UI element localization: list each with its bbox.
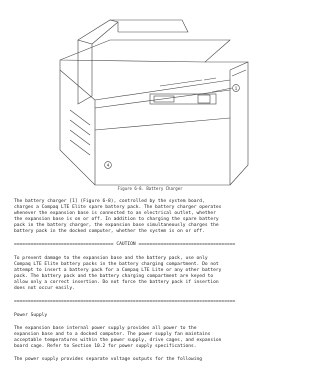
figure-caption: Figure 6-8. Battery Charger [117, 186, 183, 191]
svg-text:4: 4 [106, 162, 110, 168]
callout-1 [212, 85, 239, 92]
svg-text:1: 1 [234, 85, 238, 91]
battery-charger-figure [0, 0, 300, 200]
paragraph-voltage-outputs: The power supply provides separate voltage outputs for the following [14, 357, 203, 362]
paragraph-battery-charger: The battery charger [1] (Figure 6-8), controlled by the system board, charges a Compaq LTE Elite spare battery pack. The battery charger operates whenever the expansion base is connected to an electrical outlet, whether the expansion base is on or off. In addition to charging the spare battery pack in the battery charger, the expansion base simultaneously charges the battery pack in the docked computer, whether the system is on or off. [14, 199, 222, 235]
paragraph-power-supply: The expansion base internal power supply provides all power to the expansion base and to a docked computer. The power supply fan maintains acceptable temperatures within the power supply, drive cages, and expansion board cage. Refer to Section 10.2 for power supply specifications. [14, 326, 222, 350]
section-heading-power-supply: Power Supply [14, 313, 48, 318]
caution-header: ==================================== CAUTION =================================== [14, 242, 236, 247]
paragraph-caution: To prevent damage to the expansion base and the battery pack, use only Compaq LTE Elite battery packs in the battery charging compartment. Do not attempt to insert a battery pack for a Compaq LTE Lite or any other battery pack. The battery pack and the battery charging compartment are keyed to allow only a correct insertion. Do not force the battery pack if insertion does not occur easily. [14, 256, 222, 292]
callout-4 [105, 162, 112, 169]
caution-divider: ================================================================================ [14, 299, 236, 304]
expansion-base-illustration [60, 20, 248, 185]
